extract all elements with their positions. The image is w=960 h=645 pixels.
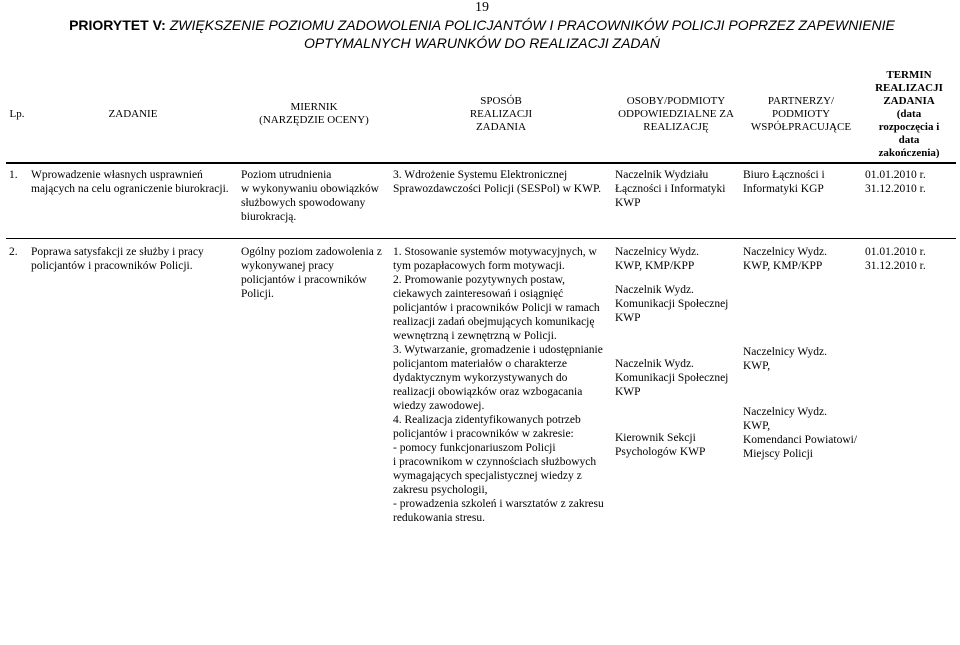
partner-entry: Biuro Łączności i Informatyki KGP xyxy=(743,169,825,195)
priority-title-rest: ZWIĘKSZENIE POZIOMU ZADOWOLENIA POLICJANTÓW I PRACOWNIKÓW POLICJI POPRZEZ ZAPEWNIENIE OPTYMALNYCH WARUNKÓW DO REALIZACJI ZADAŃ xyxy=(169,17,895,51)
header-lp: Lp. xyxy=(6,66,28,163)
responsible-entry: Naczelnik Wydz. Komunikacji Społecznej KWP xyxy=(615,284,729,324)
row-sposob: 3. Wdrożenie Systemu Elektronicznej Sprawozdawczości Policji (SESPol) w KWP. xyxy=(393,169,601,195)
row-partnerzy xyxy=(740,163,862,239)
table-row xyxy=(6,239,956,525)
header-zadanie: ZADANIE xyxy=(28,66,238,163)
header-osoby: OSOBY/PODMIOTY ODPOWIEDZIALNE ZA REALIZACJĘ xyxy=(612,66,740,163)
responsible-entry: Naczelnik Wydziału Łączności i Informatyki KWP xyxy=(615,169,726,209)
responsible-entry: Naczelnik Wydz. Komunikacji Społecznej KWP xyxy=(615,358,729,398)
tasks-table xyxy=(6,66,956,525)
row-osoby xyxy=(612,163,740,239)
partner-entry: Naczelnicy Wydz. KWP, Komendanci Powiatowi/ Miejscy Policji xyxy=(743,406,858,460)
responsible-entry: Naczelnicy Wydz. KWP, KMP/KPP xyxy=(615,246,700,272)
partner-entry: Naczelnicy Wydz. KWP, KMP/KPP xyxy=(743,246,828,272)
header-termin: TERMIN REALIZACJI ZADANIA (data rozpoczęcia i data zakończenia) xyxy=(862,66,956,163)
row-miernik: Ogólny poziom zadowolenia z wykonywanej pracy policjantów i pracowników Policji. xyxy=(241,246,382,300)
row-sposob: 1. Stosowanie systemów motywacyjnych, w tym pozapłacowych form motywacji. 2. Promowanie pozytywnych postaw, ciekawych zainteresowań i osiągnięć policjantów i pracowników Policji w ramach realizacji zadań obejmujących komunikację wewnętrzną i zewnętrzną w Policji. 3. Wytwarzanie, gromadzenie i udostępnianie policjantom materiałów o charakterze dydaktycznym wykorzystywanych do realizacji obowiązków oraz wzbogacania wiedzy zawodowej. 4. Realizacja zidentyfikowanych potrzeb policjantów i pracowników w zakresie: - pomocy funkcjonariuszom Policji i pracownikom w czynnościach służbowych wymagających specjalistycznej wiedzy z zakresu psychologii, - prowadzenia szkoleń i warsztatów z zakresu redukowania stresu. xyxy=(393,246,604,524)
row-zadanie: Poprawa satysfakcji ze służby i pracy policjantów i pracowników Policji. xyxy=(31,246,204,272)
row-osoby xyxy=(612,239,740,525)
header-miernik: MIERNIK (NARZĘDZIE OCENY) xyxy=(238,66,390,163)
page-number: 19 xyxy=(475,0,489,15)
table-row xyxy=(6,163,956,239)
header-sposob: SPOSÓB REALIZACJI ZADANIA xyxy=(390,66,612,163)
responsible-entry: Kierownik Sekcji Psychologów KWP xyxy=(615,432,706,458)
row-partnerzy xyxy=(740,239,862,525)
row-zadanie: Wprowadzenie własnych usprawnień mających na celu ograniczenie biurokracji. xyxy=(31,169,229,195)
header-partnerzy: PARTNERZY/ PODMIOTY WSPÓŁPRACUJĄCE xyxy=(740,66,862,163)
row-termin: 01.01.2010 r. 31.12.2010 r. xyxy=(865,169,926,195)
row-lp: 1. xyxy=(9,169,18,181)
row-lp: 2. xyxy=(9,246,18,258)
table-header-row xyxy=(6,66,956,163)
priority-title xyxy=(24,16,940,52)
priority-title-lead: PRIORYTET V: xyxy=(69,17,170,33)
partner-entry: Naczelnicy Wydz. KWP, xyxy=(743,346,828,372)
row-miernik: Poziom utrudnienia w wykonywaniu obowiązków służbowych spowodowany biurokracją. xyxy=(241,169,379,223)
row-termin: 01.01.2010 r. 31.12.2010 r. xyxy=(865,246,926,272)
